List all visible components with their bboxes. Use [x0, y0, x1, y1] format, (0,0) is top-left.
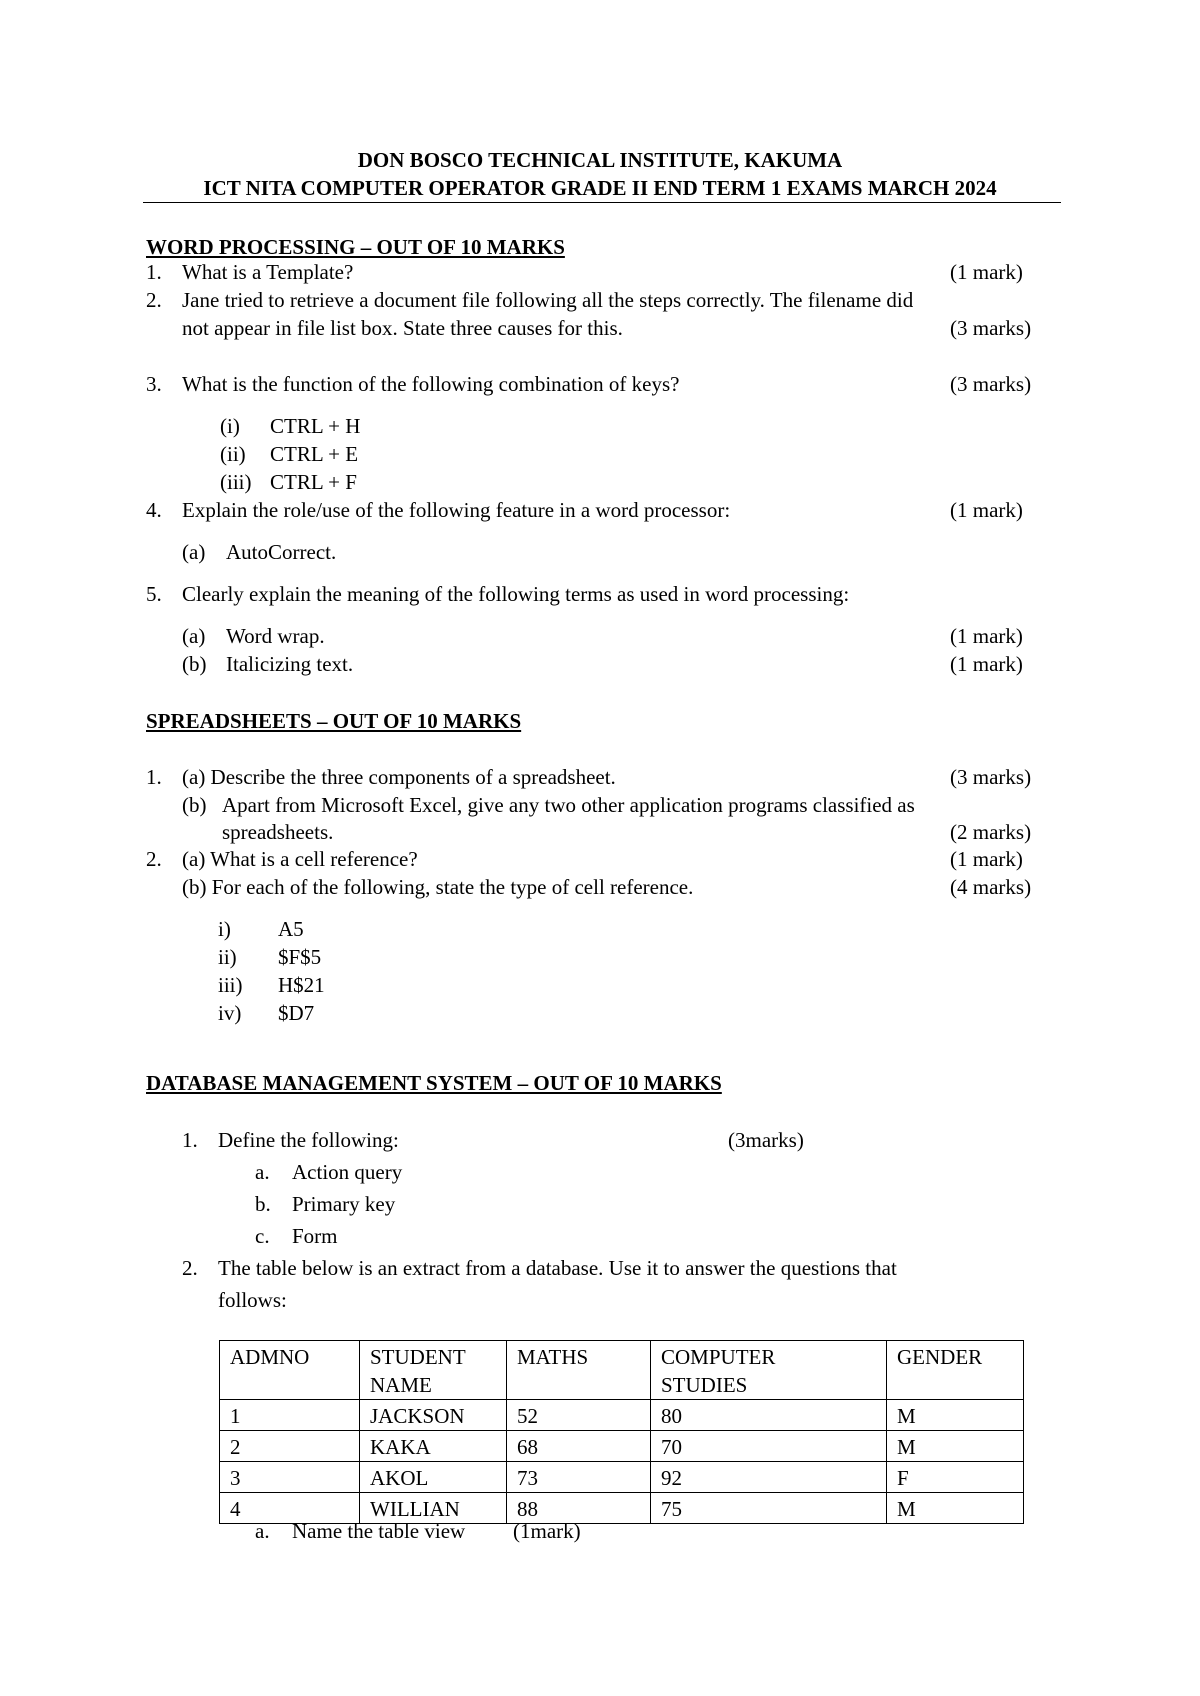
spreadsheets-heading: SPREADSHEETS – OUT OF 10 MARKS: [146, 709, 522, 733]
table-cell: 80: [651, 1400, 887, 1431]
wp-q2-number: 2.: [146, 288, 162, 312]
wp-q3-item-label: (ii): [220, 442, 246, 466]
ss-q1b-line1: Apart from Microsoft Excel, give any two other application programs classified as: [222, 793, 915, 817]
wp-q1-number: 1.: [146, 260, 162, 284]
wp-q1-text: What is a Template?: [182, 260, 354, 284]
table-cell: 88: [507, 1493, 651, 1524]
wp-q3-item-text: CTRL + H: [270, 414, 361, 438]
table-cell: JACKSON: [360, 1400, 507, 1431]
ss-q1b-marks: (2 marks): [950, 820, 1032, 844]
wp-q2-marks: (3 marks): [950, 316, 1032, 340]
wp-q3-number: 3.: [146, 372, 162, 396]
ss-q2-item-label: ii): [218, 945, 237, 969]
table-header-cell: GENDER: [887, 1341, 1024, 1400]
db-q1-item-label: c.: [255, 1224, 270, 1248]
ss-q1a-marks: (3 marks): [950, 765, 1032, 789]
table-cell: 70: [651, 1431, 887, 1462]
table-cell: 73: [507, 1462, 651, 1493]
wp-q3-item-text: CTRL + F: [270, 470, 357, 494]
ss-q2-item-label: i): [218, 917, 231, 941]
db-q2a-marks: (1mark): [513, 1519, 581, 1543]
ss-q1a-text: (a) Describe the three components of a spreadsheet.: [182, 765, 616, 789]
db-q1-item-text: Form: [292, 1224, 338, 1248]
ss-q2b-text: (b) For each of the following, state the type of cell reference.: [182, 875, 694, 899]
db-q2-line2: follows:: [218, 1288, 287, 1312]
table-header-row: [220, 1341, 1024, 1400]
wp-q5-number: 5.: [146, 582, 162, 606]
table-row: [220, 1431, 1024, 1462]
wp-q5-item-label: (b): [182, 652, 207, 676]
db-q1-item-label: b.: [255, 1192, 271, 1216]
table-header-cell: MATHS: [507, 1341, 651, 1400]
wp-q5-text: Clearly explain the meaning of the following terms as used in word processing:: [182, 582, 850, 606]
ss-q1b-label: (b): [182, 793, 207, 817]
table-cell: WILLIAN: [360, 1493, 507, 1524]
ss-q1-number: 1.: [146, 765, 162, 789]
wp-q3-marks: (3 marks): [950, 372, 1032, 396]
wp-q3-text: What is the function of the following combination of keys?: [182, 372, 680, 396]
db-q1-marks: (3marks): [728, 1128, 804, 1152]
wp-q5-item-marks: (1 mark): [950, 652, 1023, 676]
table-row: [220, 1400, 1024, 1431]
ss-q2-item-text: $D7: [278, 1001, 315, 1025]
table-cell: 52: [507, 1400, 651, 1431]
db-q2-line1: The table below is an extract from a database. Use it to answer the questions that: [218, 1256, 897, 1280]
wp-q2-line1: Jane tried to retrieve a document file following all the steps correctly. The filename did: [182, 288, 914, 312]
table-cell: 4: [220, 1493, 360, 1524]
table-header-cell: ADMNO: [220, 1341, 360, 1400]
table-cell: M: [887, 1400, 1024, 1431]
institute-title: DON BOSCO TECHNICAL INSTITUTE, KAKUMA: [357, 148, 843, 172]
table-cell: M: [887, 1493, 1024, 1524]
ss-q2-item-text: A5: [278, 917, 304, 941]
db-q1-item-text: Action query: [292, 1160, 403, 1184]
ss-q2-item-label: iv): [218, 1001, 242, 1025]
ss-q2b-marks: (4 marks): [950, 875, 1032, 899]
dbms-heading: DATABASE MANAGEMENT SYSTEM – OUT OF 10 MARKS: [146, 1071, 722, 1095]
table-cell: 2: [220, 1431, 360, 1462]
table-cell: 75: [651, 1493, 887, 1524]
wp-q4-number: 4.: [146, 498, 162, 522]
table-cell: 92: [651, 1462, 887, 1493]
db-q2-number: 2.: [182, 1256, 198, 1280]
db-q2a-label: a.: [255, 1519, 270, 1543]
wp-q4-item-text: AutoCorrect.: [226, 540, 337, 564]
table-cell: F: [887, 1462, 1024, 1493]
wp-q5-item-marks: (1 mark): [950, 624, 1023, 648]
table-cell: 1: [220, 1400, 360, 1431]
wp-q4-marks: (1 mark): [950, 498, 1023, 522]
ss-q2-item-text: H$21: [278, 973, 325, 997]
wp-q4-item-label: (a): [182, 540, 206, 564]
db-q1-item-label: a.: [255, 1160, 270, 1184]
table-header-cell: STUDENT NAME: [360, 1341, 507, 1400]
student-table: [219, 1340, 1024, 1524]
wp-q5-item-text: Italicizing text.: [226, 652, 354, 676]
wp-q5-item-text: Word wrap.: [226, 624, 325, 648]
wp-q4-text: Explain the role/use of the following feature in a word processor:: [182, 498, 731, 522]
table-cell: M: [887, 1431, 1024, 1462]
table-cell: 68: [507, 1431, 651, 1462]
db-q1-item-text: Primary key: [292, 1192, 396, 1216]
db-q1-text: Define the following:: [218, 1128, 399, 1152]
wp-q5-item-label: (a): [182, 624, 206, 648]
table-header-cell: COMPUTER STUDIES: [651, 1341, 887, 1400]
ss-q2a-marks: (1 mark): [950, 847, 1023, 871]
table-cell: KAKA: [360, 1431, 507, 1462]
table-cell: 3: [220, 1462, 360, 1493]
ss-q2a-text: (a) What is a cell reference?: [182, 847, 418, 871]
ss-q2-item-label: iii): [218, 973, 243, 997]
wp-q3-item-text: CTRL + E: [270, 442, 359, 466]
table-row: [220, 1462, 1024, 1493]
table-cell: AKOL: [360, 1462, 507, 1493]
wp-q1-marks: (1 mark): [950, 260, 1023, 284]
exam-title: ICT NITA COMPUTER OPERATOR GRADE II END TERM 1 EXAMS MARCH 2024: [203, 176, 997, 200]
db-q1-number: 1.: [182, 1128, 198, 1152]
ss-q2-item-text: $F$5: [278, 945, 322, 969]
wp-q3-item-label: (i): [220, 414, 240, 438]
wp-q3-item-label: (iii): [220, 470, 252, 494]
ss-q1b-line2: spreadsheets.: [222, 820, 334, 844]
ss-q2-number: 2.: [146, 847, 162, 871]
word-processing-heading: WORD PROCESSING – OUT OF 10 MARKS: [146, 235, 565, 259]
header-rule: [143, 202, 1061, 203]
wp-q2-line2: not appear in file list box. State three causes for this.: [182, 316, 623, 340]
db-q2a-text: Name the table view: [292, 1519, 466, 1543]
